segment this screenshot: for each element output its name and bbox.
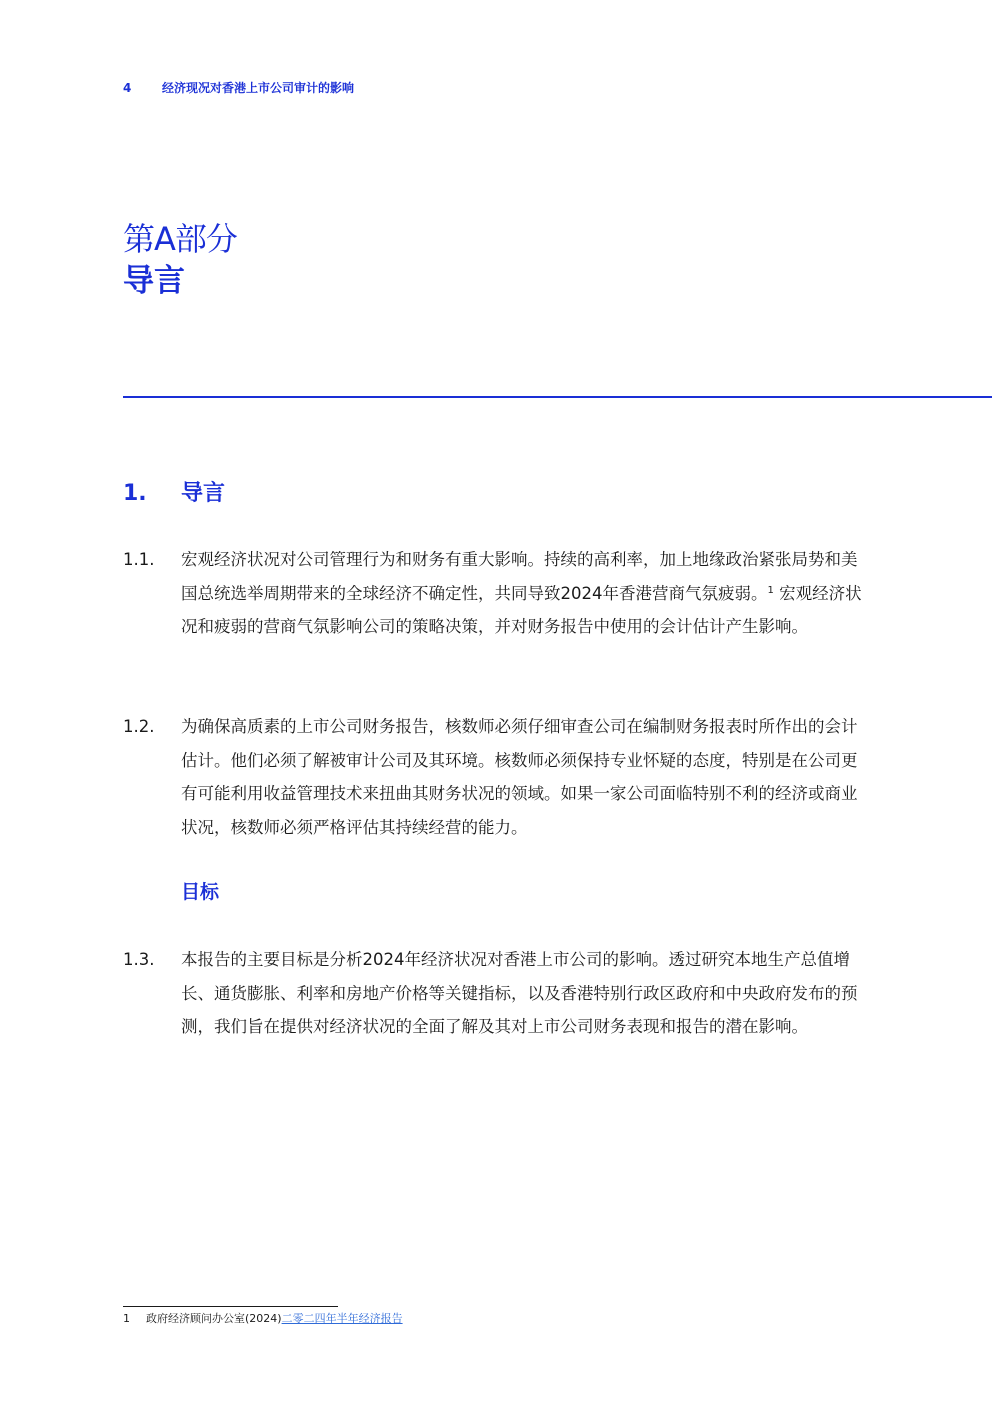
section-title: 导言 [181, 481, 226, 506]
paragraph-number: 1.1. [123, 550, 155, 569]
footnote-reference[interactable]: 1 [767, 584, 774, 596]
section-number: 1. [123, 481, 147, 506]
running-header [123, 79, 354, 96]
paragraph-text-part: 宏观经济状况和疲弱的营商气氛影响公司的策略决策，并对财务报告中使用的会计估计产生影响。 [181, 583, 862, 636]
page-number: 4 [123, 81, 132, 95]
footnote-text: 政府经济顾问办公室(2024) [146, 1312, 282, 1325]
footnote-number: 1 [123, 1312, 130, 1325]
part-label: 第A部分 [123, 220, 237, 258]
paragraph-text: 为确保高质素的上市公司财务报告，核数师必须仔细审查公司在编制财务报表时所作出的会计估计。他们必须了解被审计公司及其环境。核数师必须保持专业怀疑的态度，特别是在公司更有可能利用收益管理技术来扭曲其财务状况的领域。如果一家公司面临特别不利的经济或商业状况，核数师必须严格评估其持续经营的能力。 [181, 717, 858, 837]
paragraph-text [181, 543, 869, 644]
paragraph-text: 本报告的主要目标是分析2024年经济状况对香港上市公司的影响。透过研究本地生产总值增长、通货膨胀、利率和房地产价格等关键指标，以及香港特别行政区政府和中央政府发布的预测，我们旨在提供对经济状况的全面了解及其对上市公司财务表现和报告的潜在影响。 [181, 950, 858, 1036]
footnote [123, 1310, 403, 1326]
section-divider [123, 396, 992, 398]
paragraph-1-3 [123, 943, 883, 1044]
running-title: 经济现况对香港上市公司审计的影响 [162, 81, 355, 95]
footnote-rule [123, 1306, 338, 1307]
paragraph-text-part: 宏观经济状况对公司管理行为和财务有重大影响。持续的高利率，加上地缘政治紧张局势和美国总统选举周期带来的全球经济不确定性，共同导致2024年香港营商气氛疲弱。 [181, 550, 858, 603]
subheading-objectives: 目标 [181, 881, 220, 903]
part-title: 导言 [123, 263, 185, 299]
paragraph-number: 1.3. [123, 950, 155, 969]
section-heading [123, 476, 225, 507]
footnote-link[interactable]: 二零二四年半年经济报告 [281, 1312, 403, 1325]
paragraph-number: 1.2. [123, 717, 155, 736]
paragraph-1-2 [123, 710, 883, 844]
paragraph-1-1 [123, 543, 883, 644]
